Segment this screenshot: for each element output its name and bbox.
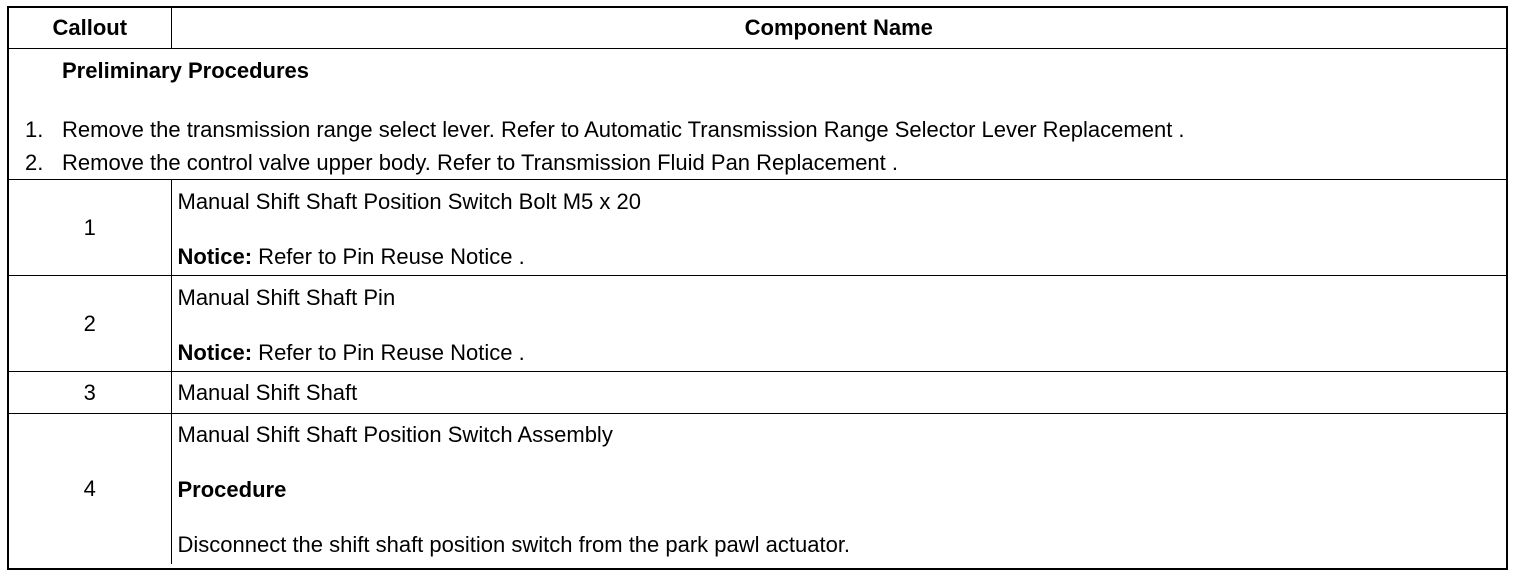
- table-header-row: [9, 8, 1506, 49]
- notice-text: Refer to Pin Reuse Notice .: [252, 244, 525, 269]
- component-name-cell: [171, 414, 1506, 564]
- preliminary-procedures-row: [9, 49, 1506, 180]
- callout-number: 3: [9, 372, 171, 414]
- notice-text: Refer to Pin Reuse Notice .: [252, 340, 525, 365]
- callout-number: 2: [9, 276, 171, 372]
- preliminary-procedures-title: Preliminary Procedures: [62, 58, 310, 83]
- component-name: Manual Shift Shaft Position Switch Bolt M5 x 20: [177, 189, 641, 214]
- table-row: [9, 180, 1506, 276]
- notice-label: Notice:: [177, 244, 253, 269]
- component-name: Manual Shift Shaft Pin: [177, 285, 396, 310]
- table-row: [9, 276, 1506, 372]
- component-name-cell: [171, 276, 1506, 372]
- component-name-column-header: Component Name: [171, 8, 1506, 49]
- component-table-frame: [7, 6, 1508, 570]
- step-text: Remove the transmission range select lever. Refer to Automatic Transmission Range Selector Lever Replacement .: [62, 117, 1185, 142]
- callout-number: 4: [9, 414, 171, 564]
- callout-number: 1: [9, 180, 171, 276]
- component-name-cell: [171, 372, 1506, 414]
- component-table: [9, 8, 1506, 564]
- step-text: Remove the control valve upper body. Refer to Transmission Fluid Pan Replacement .: [62, 150, 898, 175]
- procedure-label: Procedure: [177, 477, 287, 502]
- notice-line: [178, 243, 1507, 271]
- preliminary-step: [9, 146, 1506, 179]
- notice-label: Notice:: [177, 340, 253, 365]
- component-name: Manual Shift Shaft: [177, 379, 358, 405]
- procedure-text: Disconnect the shift shaft position switch from the park pawl actuator.: [177, 532, 851, 557]
- preliminary-procedures-cell: [9, 49, 1506, 180]
- table-row: [9, 414, 1506, 564]
- step-number: 1.: [25, 117, 44, 142]
- table-row: [9, 372, 1506, 414]
- step-number: 2.: [25, 150, 44, 175]
- component-name-cell: [171, 180, 1506, 276]
- notice-line: [178, 339, 1507, 367]
- preliminary-step: [9, 113, 1506, 146]
- component-name: Manual Shift Shaft Position Switch Assembly: [177, 422, 613, 447]
- callout-column-header: Callout: [9, 8, 171, 49]
- preliminary-steps-list: [9, 113, 1506, 179]
